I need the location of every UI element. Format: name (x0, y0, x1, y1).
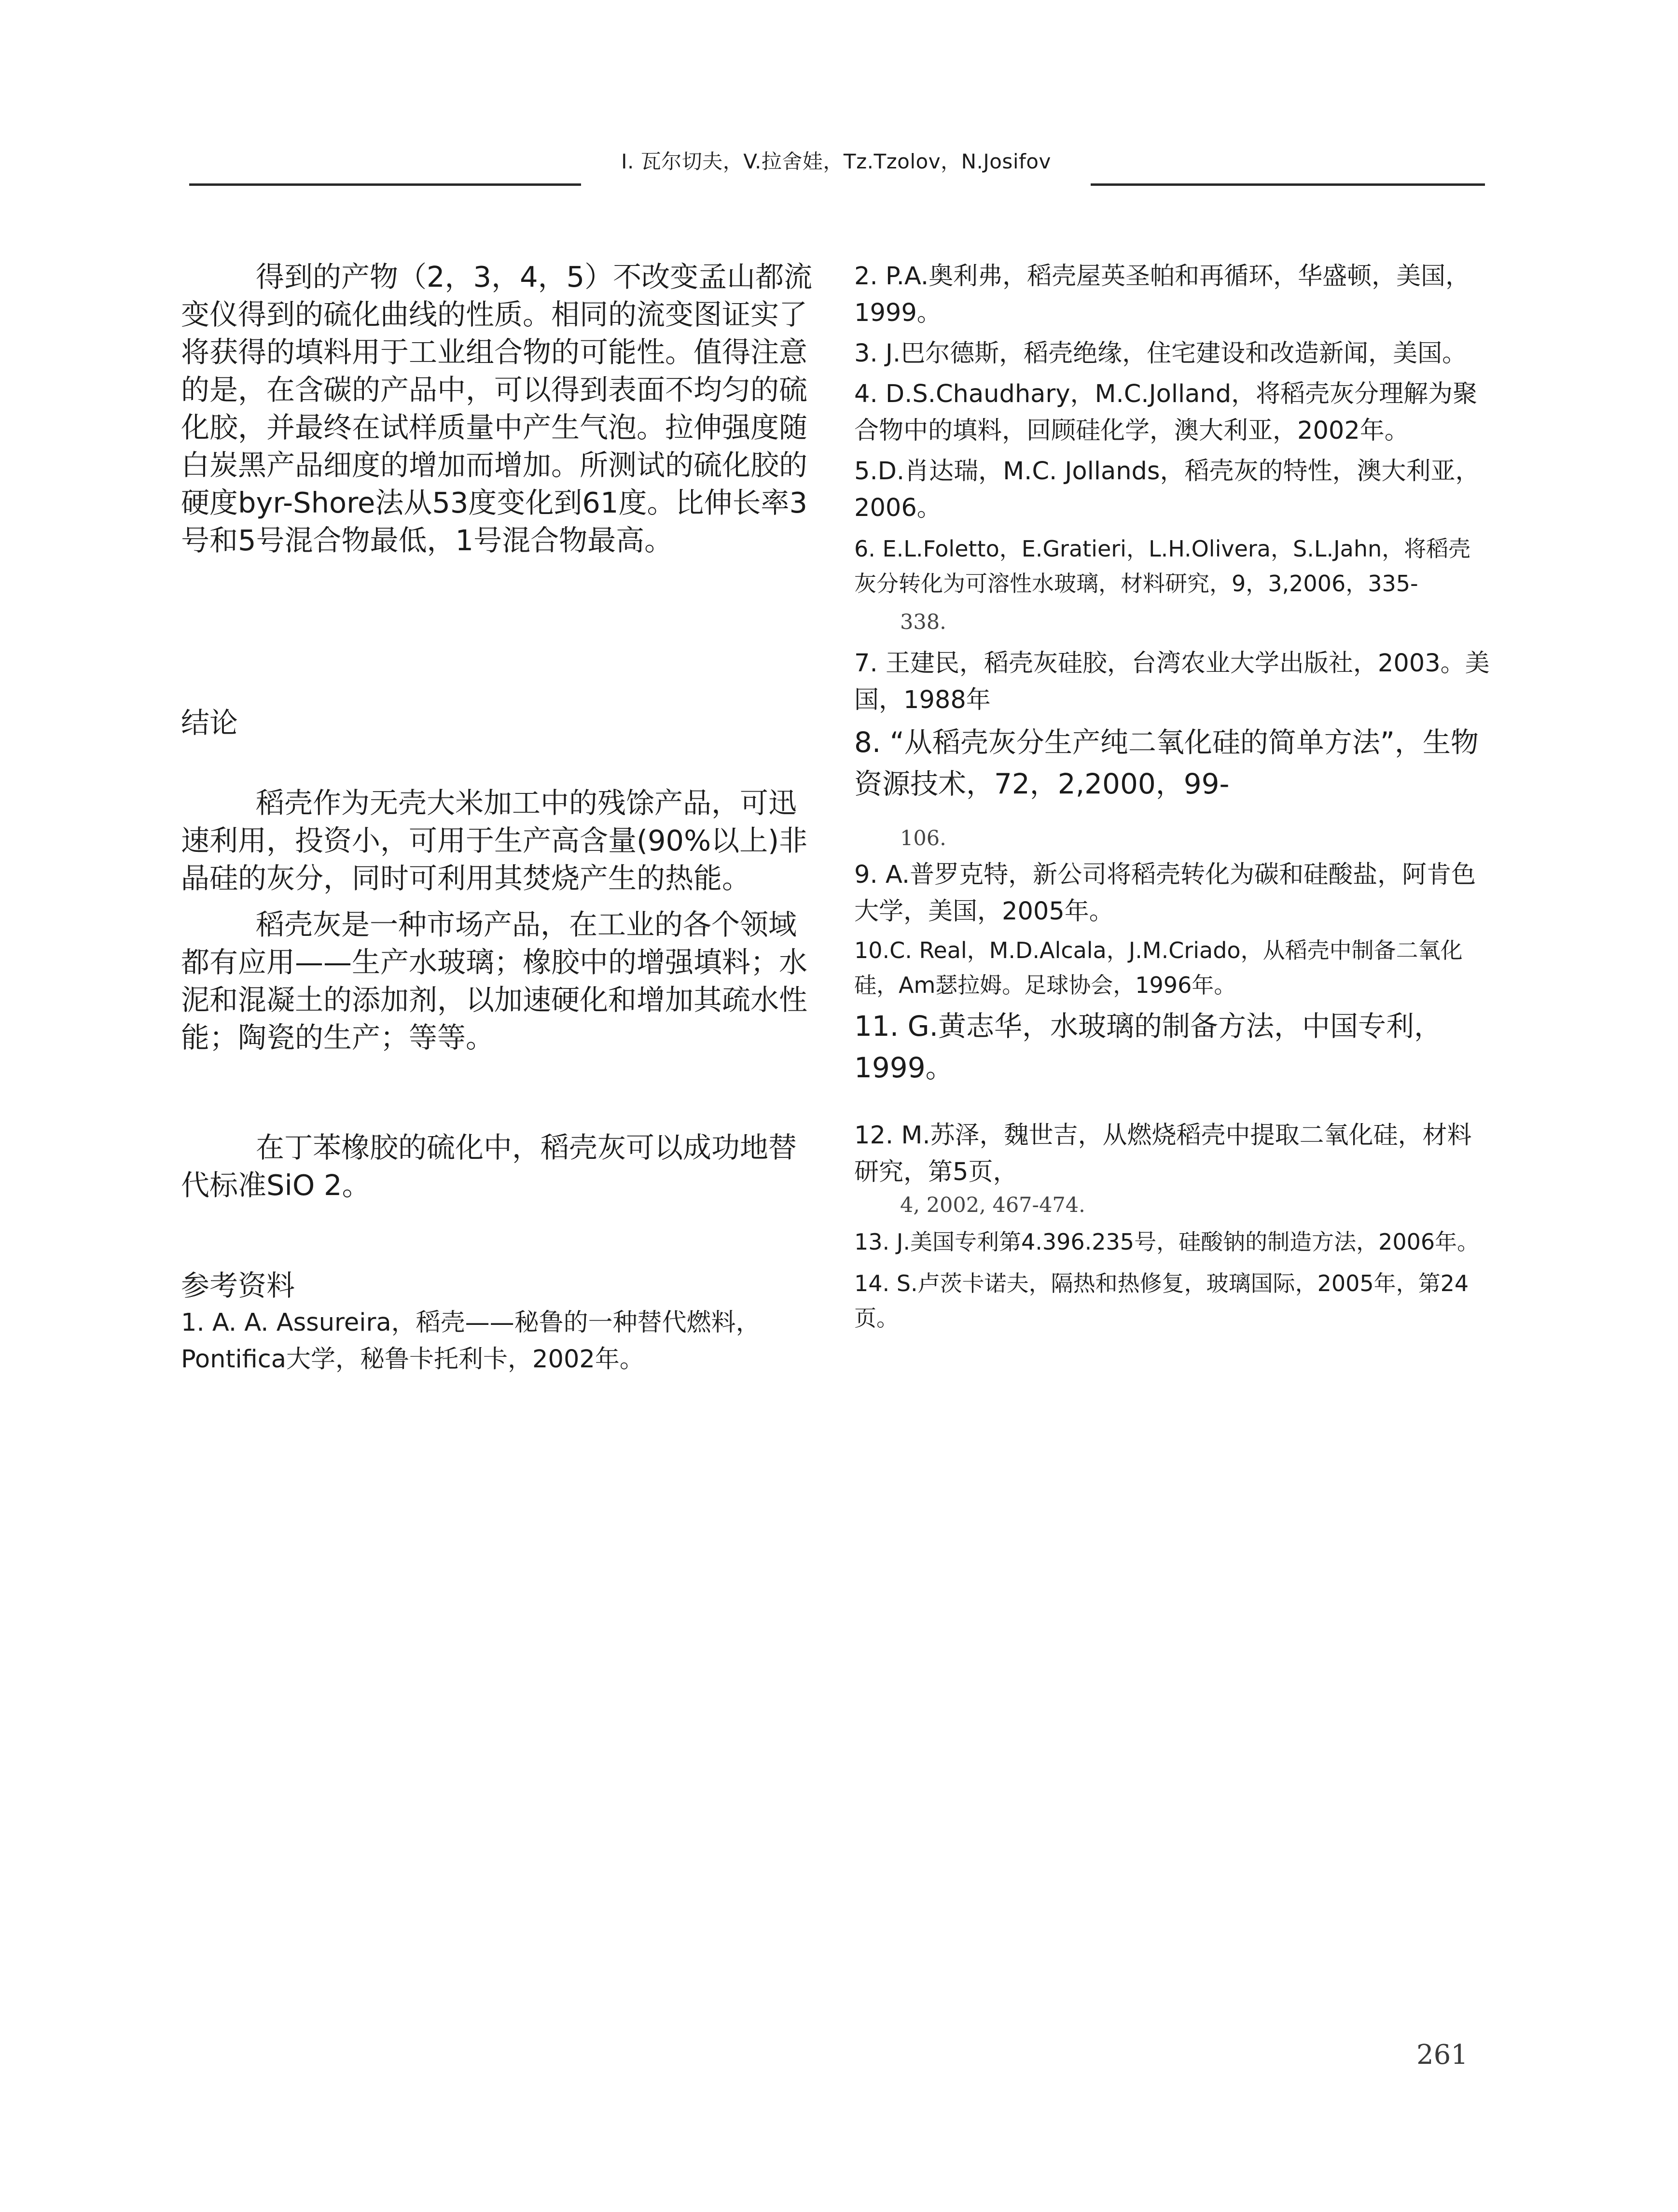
running-header: I. 瓦尔切夫，V.拉舍娃，Tz.Tzolov，N.Josifov (621, 150, 1051, 173)
page-number: 261 (1416, 2039, 1468, 2071)
left-column (181, 258, 823, 1378)
paragraph-conclusion-2: 稻壳灰是一种市场产品，在工业的各个领域都有应用——生产水玻璃；橡胶中的增强填料；水泥和混凝土的添加剂，以加速硬化和增加其疏水性能；陶瓷的生产；等等。 (181, 908, 808, 1054)
reference-item: 8. “从稻壳灰分生产纯二氧化硅的简单方法”，生物资源技术，72，2,2000，99- (854, 726, 1479, 800)
page-range-continuation: 106. (900, 826, 946, 850)
reference-item: 5.D.肖达瑞，M.C. Jollands，稻壳灰的特性，澳大利亚，2006。 (854, 457, 1480, 522)
paragraph-conclusion-1: 稻壳作为无壳大米加工中的残馀产品，可迅速利用，投资小，可用于生产高含量(90%以上)非晶硅的灰分，同时可利用其焚烧产生的热能。 (181, 786, 808, 895)
reference-item: 3. J.巴尔德斯，稻壳绝缘，住宅建设和改造新闻，美国。 (854, 339, 1467, 368)
reference-item: 6. E.L.Foletto，E.Gratieri，L.H.Olivera，S.L.Jahn，将稻壳灰分转化为可溶性水玻璃，材料研究，9，3,2006，335- (854, 536, 1471, 597)
reference-item: 4. D.S.Chaudhary，M.C.Jolland，将稻壳灰分理解为聚合物中的填料，回顾硅化学，澳大利亚，2002年。 (854, 380, 1478, 445)
paragraph-conclusion-3: 在丁苯橡胶的硫化中，稻壳灰可以成功地替代标准SiO 2。 (181, 1131, 797, 1202)
header-rule-right (1091, 183, 1485, 186)
reference-item: 10.C. Real，M.D.Alcala，J.M.Criado，从稻壳中制备二氧化硅，Am瑟拉姆。足球协会，1996年。 (854, 937, 1463, 998)
header-rule-left (189, 183, 581, 186)
page-range-continuation: 338. (900, 610, 946, 634)
reference-item: 1. A. A. Assureira，稻壳——秘鲁的一种替代燃料，Pontifica大学，秘鲁卡托利卡，2002年。 (181, 1308, 761, 1374)
reference-item: 11. G.黄志华，水玻璃的制备方法，中国专利，1999。 (854, 1010, 1442, 1084)
section-heading-conclusion: 结论 (181, 706, 238, 739)
reference-item: 7. 王建民，稻壳灰硅胶，台湾农业大学出版社，2003。美国，1988年 (854, 649, 1490, 714)
paragraph-results: 得到的产物（2，3，4，5）不改变孟山都流变仪得到的硫化曲线的性质。相同的流变图证实了将获得的填料用于工业组合物的可能性。值得注意的是，在含碳的产品中，可以得到表面不均匀的硫化胶，并最终在试样质量中产生气泡。拉伸强度随白炭黑产品细度的增加而增加。所测试的硫化胶的硬度byr-Shore法从53度变化到61度。比伸长率3号和5号混合物最低，1号混合物最高。 (181, 260, 813, 557)
right-column (854, 258, 1491, 1336)
reference-item: 14. S.卢茨卡诺夫，隔热和热修复，玻璃国际，2005年，第24页。 (854, 1270, 1469, 1331)
reference-item: 12. M.苏泽，魏世吉，从燃烧稻壳中提取二氧化硅，材料研究，第5页， (854, 1121, 1472, 1186)
section-heading-references: 参考资料 (181, 1269, 295, 1302)
reference-item: 9. A.普罗克特，新公司将稻壳转化为碳和硅酸盐，阿肯色大学，美国，2005年。 (854, 861, 1476, 926)
reference-item: 2. P.A.奥利弗，稻壳屋英圣帕和再循环，华盛顿，美国，1999。 (854, 262, 1470, 327)
page-range-continuation: 4, 2002, 467-474. (900, 1193, 1085, 1217)
reference-item: 13. J.美国专利第4.396.235号，硅酸钠的制造方法，2006年。 (854, 1229, 1480, 1255)
